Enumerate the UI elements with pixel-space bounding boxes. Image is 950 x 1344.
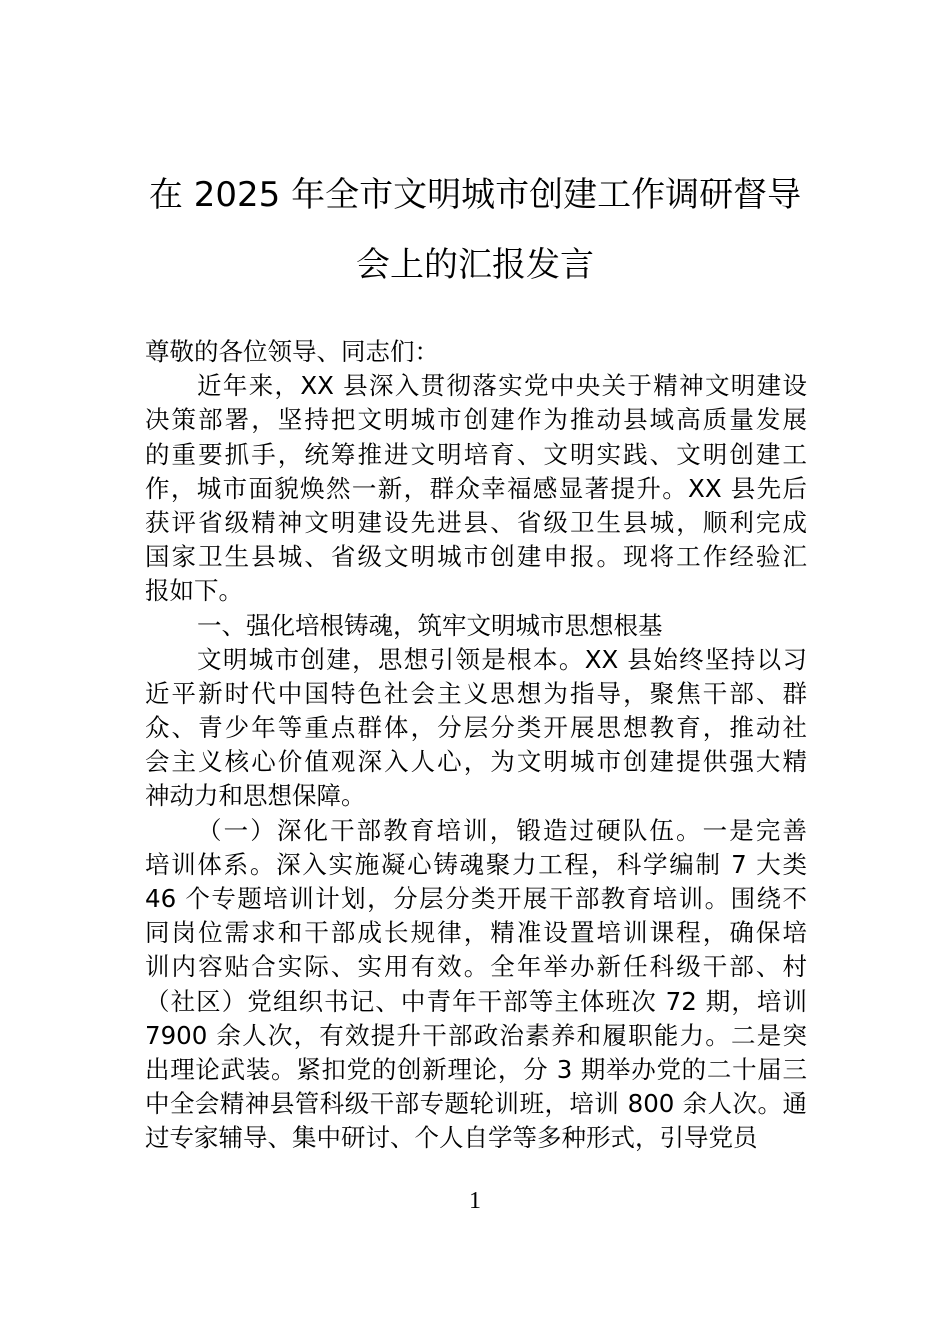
- text-line: 近年来，XX 县深入贯彻落实党中央关于精神文明建设: [197, 371, 807, 401]
- text-line: 近平新时代中国特色社会主义思想为指导，聚焦干部、群: [145, 678, 807, 708]
- text-line: 7900 余人次，有效提升干部政治素养和履职能力。二是突: [145, 1020, 807, 1050]
- text-line: 报如下。: [145, 576, 243, 606]
- text-line: 的重要抓手，统筹推进文明培育、文明实践、文明创建工: [145, 439, 807, 469]
- text-line: 培训体系。深入实施凝心铸魂聚力工程，科学编制 7 大类: [145, 849, 807, 879]
- paragraph: [145, 369, 807, 608]
- document-title-line-1: 在 2025 年全市文明城市创建工作调研督导: [148, 175, 802, 215]
- text-line: 同岗位需求和干部成长规律，精准设置培训课程，确保培: [145, 918, 807, 948]
- text-line: 决策部署，坚持把文明城市创建作为推动县域高质量发展: [145, 405, 807, 435]
- text-line: 一、强化培根铸魂，筑牢文明城市思想根基: [197, 610, 663, 640]
- text-line: 神动力和思想保障。: [145, 781, 366, 811]
- salutation: [145, 335, 807, 369]
- paragraph: [145, 643, 807, 814]
- page-number: 1: [469, 1188, 481, 1214]
- document-title-line-2: 会上的汇报发言: [356, 245, 594, 285]
- text-line: （社区）党组织书记、中青年干部等主体班次 72 期，培训: [145, 986, 807, 1016]
- text-line: （一）深化干部教育培训，锻造过硬队伍。一是完善: [197, 815, 807, 845]
- text-line: 训内容贴合实际、实用有效。全年举办新任科级干部、村: [145, 952, 807, 982]
- text-line: 众、青少年等重点群体，分层分类开展思想教育，推动社: [145, 713, 807, 743]
- section-heading: [145, 609, 807, 643]
- text-line: 46 个专题培训计划，分层分类开展干部教育培训。围绕不: [145, 884, 807, 913]
- text-line: 中全会精神县管科级干部专题轮训班，培训 800 余人次。通: [145, 1089, 807, 1119]
- text-line: 过专家辅导、集中研讨、个人自学等多种形式，引导党员: [145, 1123, 758, 1153]
- paragraph: [145, 814, 807, 1156]
- text-line: 作，城市面貌焕然一新，群众幸福感显著提升。XX 县先后: [145, 473, 807, 503]
- text-line: 尊敬的各位领导、同志们：: [145, 337, 439, 366]
- document-body: [145, 335, 807, 1156]
- text-line: 国家卫生县城、省级文明城市创建申报。现将工作经验汇: [145, 542, 807, 572]
- text-line: 文明城市创建，思想引领是根本。XX 县始终坚持以习: [197, 644, 807, 674]
- text-line: 出理论武装。紧扣党的创新理论，分 3 期举办党的二十届三: [145, 1054, 807, 1084]
- text-line: 获评省级精神文明建设先进县、省级卫生县城，顺利完成: [145, 507, 807, 537]
- text-line: 会主义核心价值观深入人心，为文明城市创建提供强大精: [145, 747, 807, 777]
